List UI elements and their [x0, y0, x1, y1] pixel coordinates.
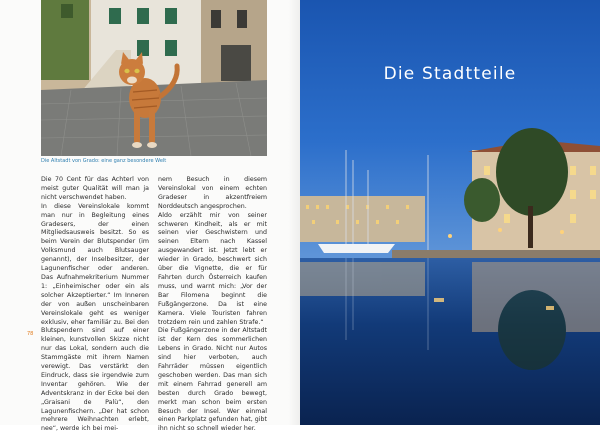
gutter-shadow: [288, 0, 300, 425]
right-page: [300, 0, 600, 425]
text-column-2: [158, 176, 267, 434]
cat-photo-illustration: [41, 0, 267, 156]
paragraph: Die Fußgängerzone in der Altstadt ist der Kern des sommerlichen Lebens in Grado. Nicht nur Autos sind hier verboten, auch Fahrräder müssen eigentlich geschoben werden. Das man sich mit einem Fahrrad generell am besten durch Grado bewegt, merkt man schon beim ersten Besuch der Insel. Wer einmal einen Parkplatz gefunden hat, gibt ihn nicht so schnell wieder her.: [158, 327, 267, 433]
paragraph: Aldo erzählt mir von seiner schweren Kindheit, als er mit seinen vier Geschwistern und seinen Eltern nach Kassel ausgewandert ist. Jetzt lebt er wieder in Grado, beschwert sich über die Vignette, die er für Fahrten durch Österreich kaufen muss, und warnt mich: „Vor der Bar Filomena beginnt die Fußgängerzone. Da ist eine Kamera. Viele Touristen fahren trotzdem rein und zahlen Strafe.“: [158, 211, 267, 326]
photo-caption: Die Altstadt von Grado: eine ganz besondere Welt: [41, 158, 167, 164]
left-page: [0, 0, 300, 433]
page-number: 78: [27, 331, 34, 337]
paragraph: In diese Vereinslokale kommt man nur in Begleitung eines Gradesers, der einen Mitgliedsausweis besitzt. So es beim Verein der Blutspender (im Volksmund auch Blutsauger genannt), der Inselbesitzer, der Lagunenfischer oder anderen. Das Aufnahmekriterium Nummer 1: „Einheimischer oder ein als solcher Akzeptierter.“ Im Inneren der von außen unscheinbaren Vereinslokale geht es weniger exklusiv, eher familiär zu. Bei den Blutspendern sind auf einer kleinen, kunstvollen Skizze nicht nur das Lokal, sondern auch die Stammgäste mit ihrem Namen verewigt. Das verstärkt den Eindruck, dass sie irgendwie zum Inventar gehören. Wie der Adventskranz in der Ecke bei den „Graisani de Palù“, den Lagunenfischern. „Der hat schon mehrere Weihnachten erlebt, nee“, werde ich bei mei-: [41, 202, 149, 433]
cat-in-old-town-photo: [41, 0, 267, 156]
paragraph: nem Besuch in diesem Vereinslokal von einem echten Gradeser in akzentfreiem Norddeutsch angesprochen.: [158, 176, 267, 210]
paragraph: Die 70 Cent für das Achterl von meist guter Qualität will man ja nicht verschwendet haben.: [41, 176, 149, 201]
chapter-title: Die Stadtteile: [383, 64, 517, 84]
text-column-1: [41, 176, 149, 434]
